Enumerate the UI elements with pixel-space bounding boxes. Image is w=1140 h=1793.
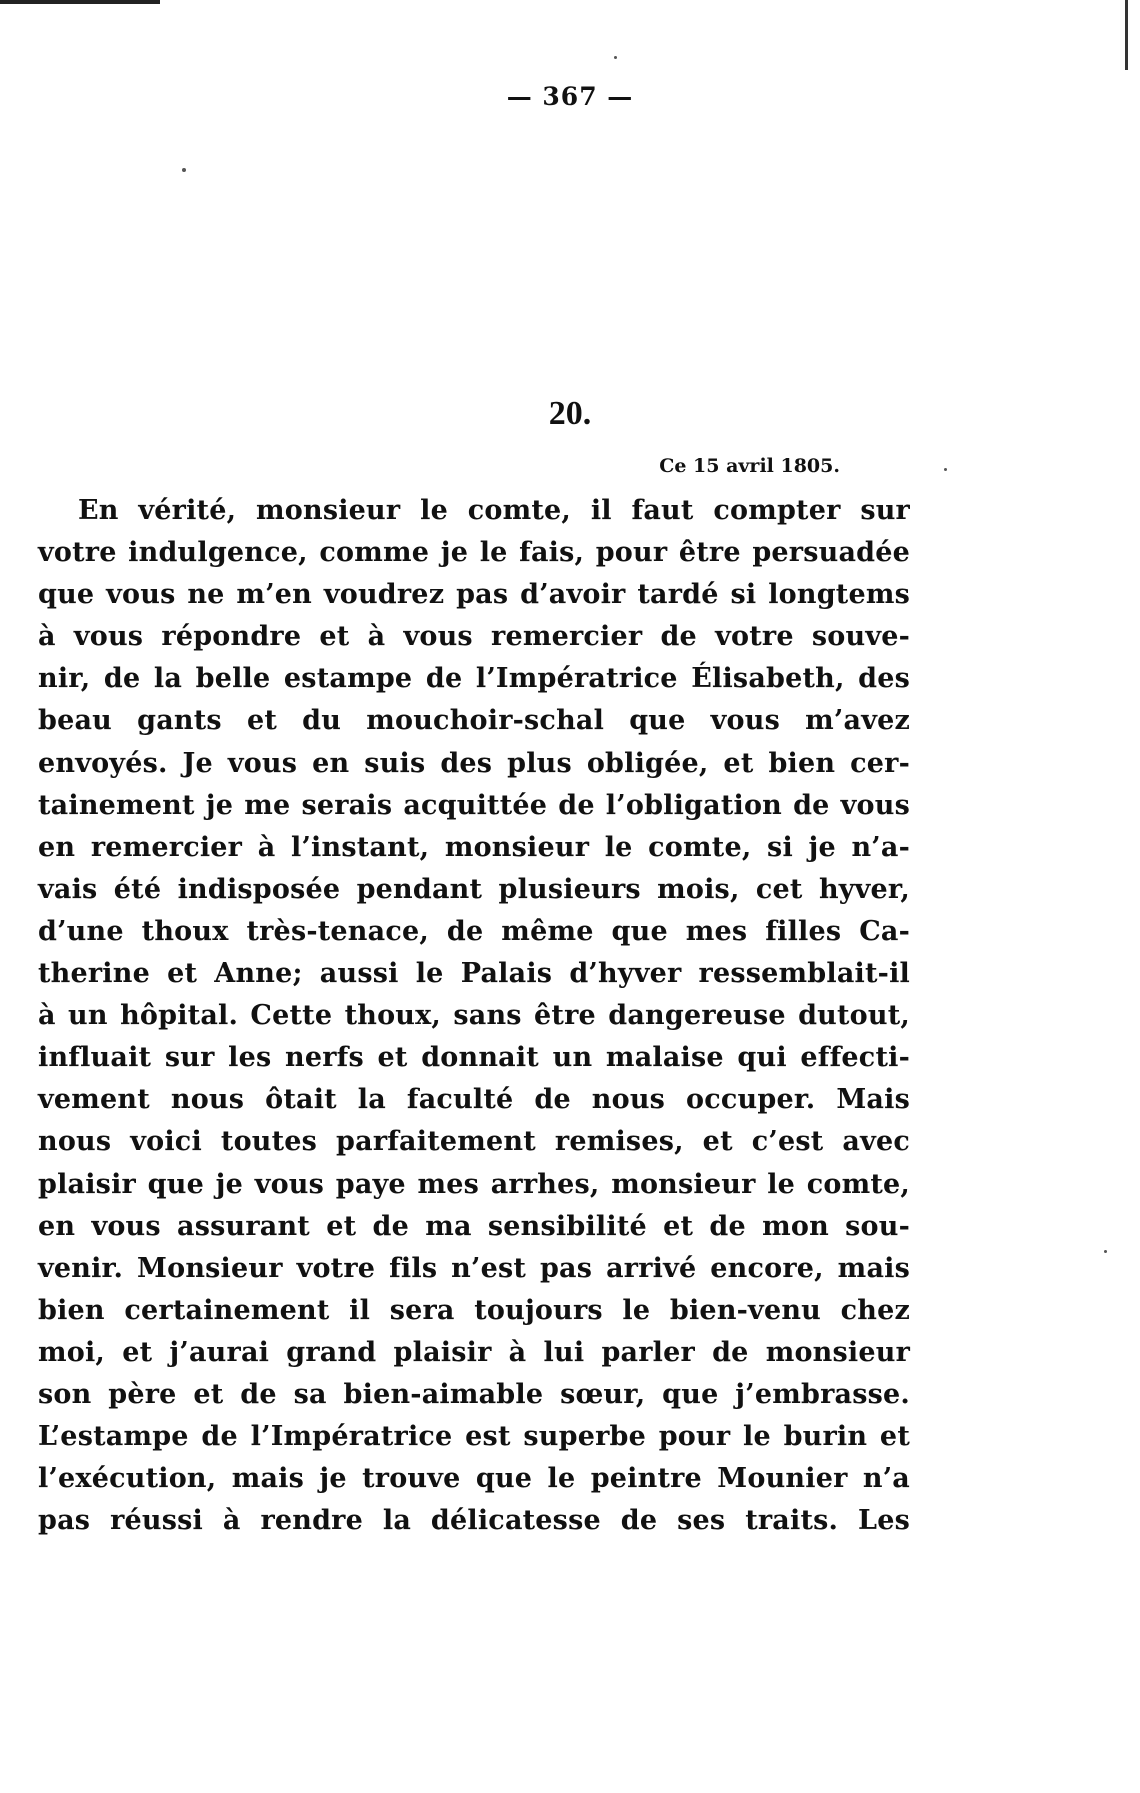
text-line: therine et Anne; aussi le Palais d’hyver ressemblait-il bbox=[38, 958, 910, 990]
text-line: venir. Monsieur votre fils n’est pas arrivé encore, mais bbox=[38, 1252, 910, 1284]
letter-date: Ce 15 avril 1805. bbox=[659, 455, 840, 477]
text-line: tainement je me serais acquittée de l’obligation de vous bbox=[38, 789, 910, 821]
text-line: envoyés. Je vous en suis des plus obligée, et bien cer- bbox=[38, 747, 910, 779]
text-line: pas réussi à rendre la délicatesse de ses traits. Les bbox=[38, 1505, 910, 1537]
text-line: nir, de la belle estampe de l’Impératrice Élisabeth, des bbox=[38, 663, 910, 695]
scan-speck bbox=[182, 168, 186, 172]
text-line: l’exécution, mais je trouve que le peintre Mounier n’a bbox=[38, 1463, 910, 1495]
text-line: beau gants et du mouchoir-schal que vous m’avez bbox=[38, 705, 910, 737]
text-line: nous voici toutes parfaitement remises, et c’est avec bbox=[38, 1126, 910, 1158]
text-line: plaisir que je vous paye mes arrhes, monsieur le comte, bbox=[38, 1168, 910, 1200]
text-line: En vérité, monsieur le comte, il faut compter sur bbox=[78, 495, 910, 526]
text-line: vement nous ôtait la faculté de nous occuper. Mais bbox=[38, 1084, 910, 1116]
text-line: en vous assurant et de ma sensibilité et de mon sou- bbox=[38, 1210, 910, 1242]
text-line: son père et de sa bien-aimable sœur, que j’embrasse. bbox=[38, 1378, 910, 1410]
page-number: — 367 — bbox=[506, 82, 634, 111]
scan-speck bbox=[614, 56, 617, 59]
letter-number: 20. bbox=[548, 395, 592, 432]
text-line: en remercier à l’instant, monsieur le comte, si je n’a- bbox=[38, 831, 910, 863]
text-line: moi, et j’aurai grand plaisir à lui parler de monsieur bbox=[38, 1336, 910, 1368]
text-line: vais été indisposée pendant plusieurs mois, cet hyver, bbox=[38, 873, 910, 905]
scan-speck bbox=[944, 468, 947, 471]
letter-body bbox=[38, 490, 910, 1542]
text-line: que vous ne m’en voudrez pas d’avoir tardé si longtems bbox=[38, 579, 910, 611]
text-line: à vous répondre et à vous remercier de votre souve- bbox=[38, 621, 910, 653]
text-line: à un hôpital. Cette thoux, sans être dangereuse dutout, bbox=[38, 1000, 910, 1032]
scan-edge-right bbox=[1125, 0, 1128, 70]
text-line: influait sur les nerfs et donnait un malaise qui effecti- bbox=[38, 1042, 910, 1074]
text-line: L’estampe de l’Impératrice est superbe pour le burin et bbox=[38, 1421, 910, 1453]
text-line: bien certainement il sera toujours le bien-venu chez bbox=[38, 1294, 910, 1326]
scan-speck bbox=[1104, 1250, 1107, 1253]
scan-edge-top bbox=[0, 0, 160, 4]
text-line: votre indulgence, comme je le fais, pour être persuadée bbox=[38, 537, 910, 569]
text-line: d’une thoux très-tenace, de même que mes filles Ca- bbox=[38, 915, 910, 947]
